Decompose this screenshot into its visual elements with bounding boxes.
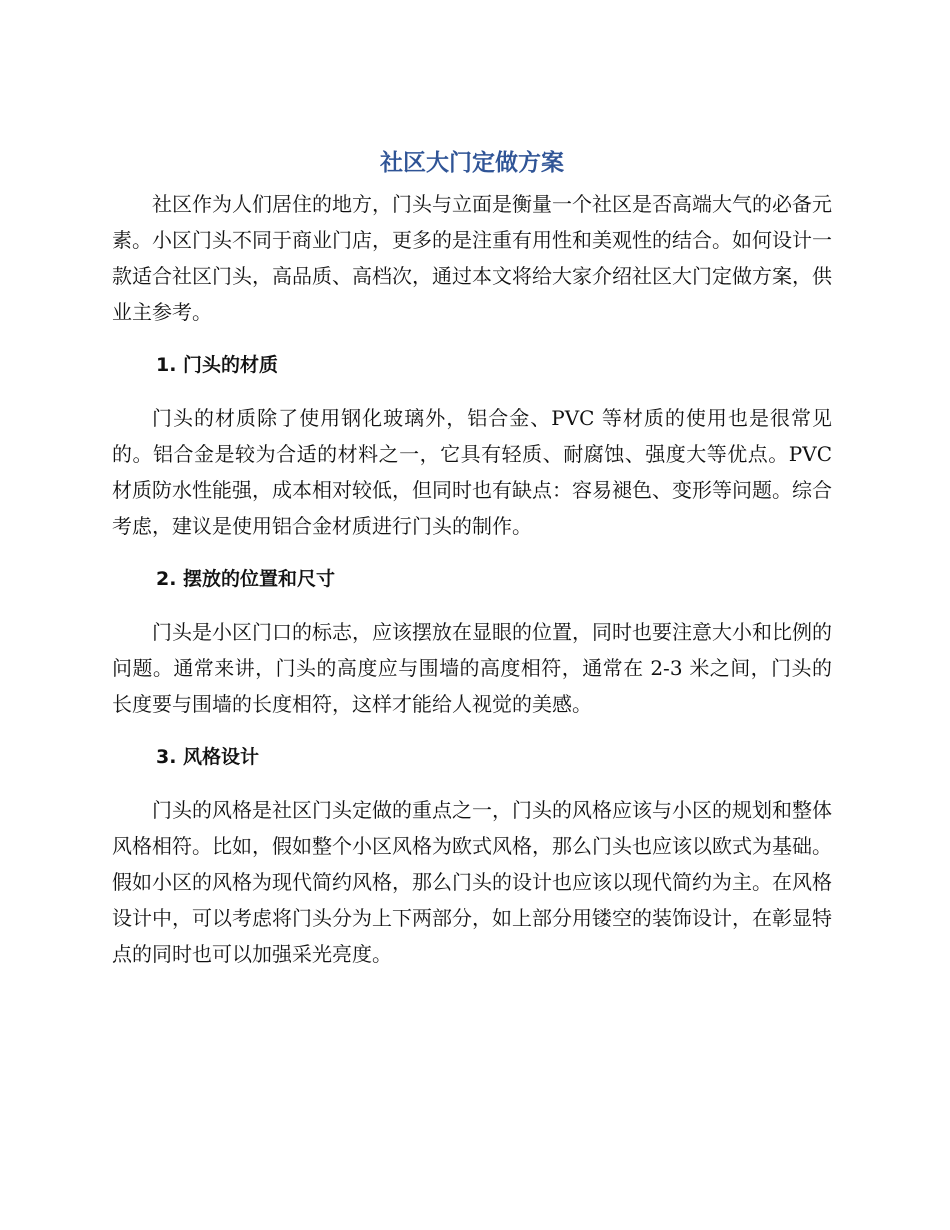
section-body-style-design: 门头的风格是社区门头定做的重点之一，门头的风格应该与小区的规划和整体风格相符。比如，假如整个小区风格为欧式风格，那么门头也应该以欧式为基础。假如小区的风格为现代简约风格，那么门头的设计也应该以现代简约为主。在风格设计中，可以考虑将门头分为上下两部分，如上部分用镂空的装饰设计，在彰显特点的同时也可以加强采光亮度。 [112, 798, 832, 966]
document-body [112, 146, 832, 972]
section-body-position-size: 门头是小区门口的标志，应该摆放在显眼的位置，同时也要注意大小和比例的问题。通常来讲，门头的高度应与围墙的高度相符，通常在 2-3 米之间，门头的长度要与围墙的长度相符，这样才能给人视觉的美感。 [112, 620, 832, 716]
page-title: 社区大门定做方案 [380, 150, 564, 176]
section-heading-material: 1. 门头的材质 [156, 354, 279, 376]
section-heading-position-size: 2. 摆放的位置和尺寸 [156, 568, 336, 590]
intro-paragraph: 社区作为人们居住的地方，门头与立面是衡量一个社区是否高端大气的必备元素。小区门头不同于商业门店，更多的是注重有用性和美观性的结合。如何设计一款适合社区门头，高品质、高档次，通过本文将给大家介绍社区大门定做方案，供业主参考。 [112, 192, 832, 324]
section-heading-style-design: 3. 风格设计 [156, 746, 260, 768]
section-body-material: 门头的材质除了使用钢化玻璃外，铝合金、PVC 等材质的使用也是很常见的。铝合金是较为合适的材料之一，它具有轻质、耐腐蚀、强度大等优点。PVC 材质防水性能强，成本相对较低，但同时也有缺点：容易褪色、变形等问题。综合考虑，建议是使用铝合金材质进行门头的制作。 [112, 406, 832, 538]
